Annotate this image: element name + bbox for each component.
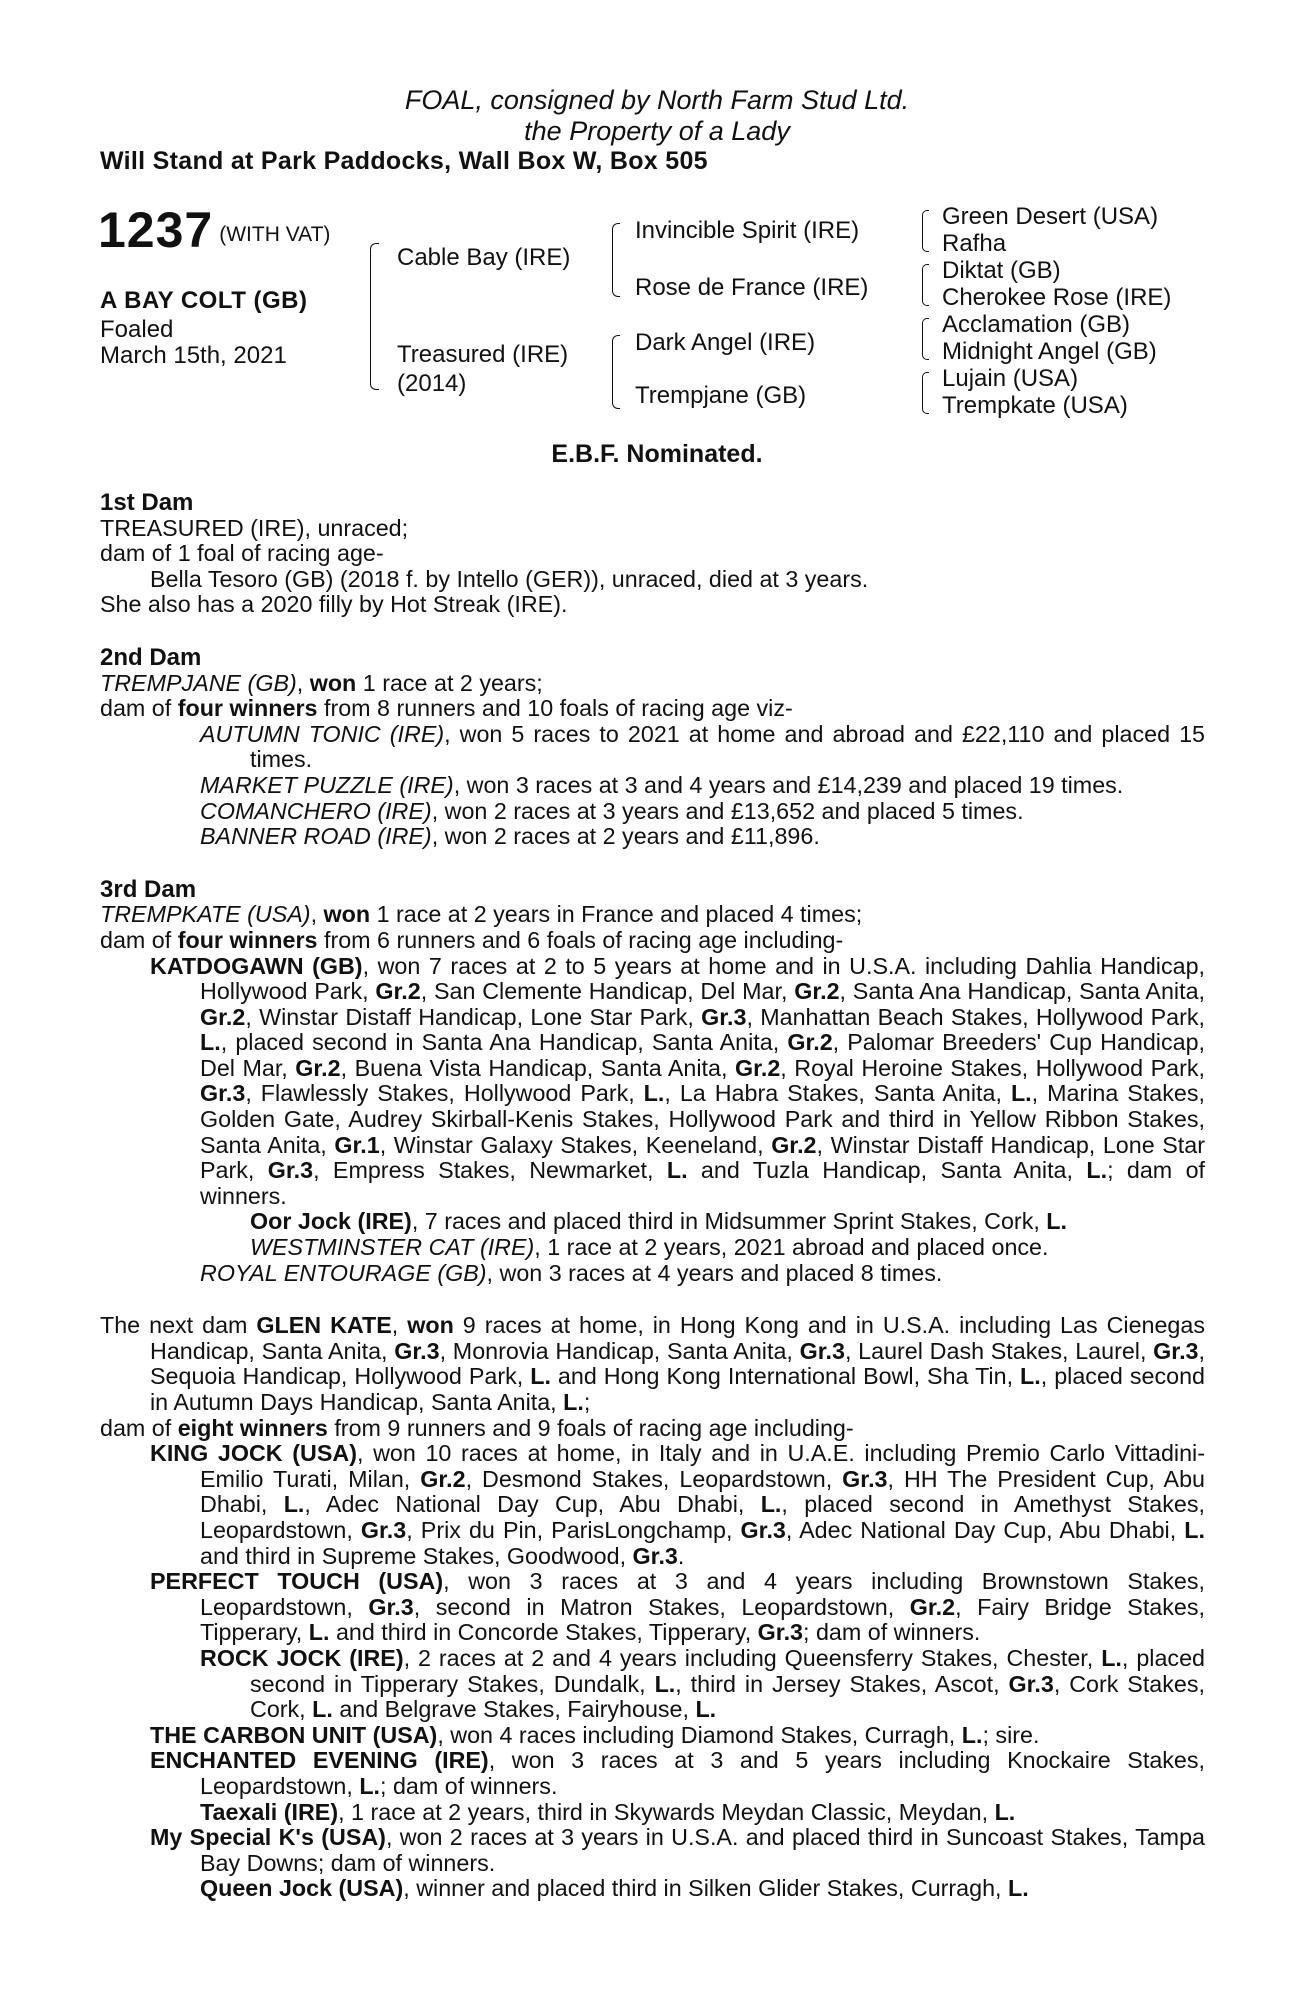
my-special-ks-entry	[100, 1825, 1205, 1876]
record-text: ;	[583, 1389, 591, 1415]
king-jock-entry	[100, 1441, 1205, 1569]
race-grade: L.	[994, 1798, 1016, 1825]
record-text: , 2 races at 2 and 4 years including Queensferry Stakes, Chester,	[403, 1644, 1102, 1671]
record-text: and third in Concorde Stakes, Tipperary,	[329, 1619, 758, 1646]
race-grade: L.	[643, 1080, 665, 1107]
summary-pre: dam of	[100, 926, 178, 953]
record-text: , Manhattan Beach Stakes, Hollywood Park,	[746, 1003, 1206, 1030]
pedigree-brace-sd	[922, 264, 929, 306]
pedigree-dsd: Midnight Angel (GB)	[942, 338, 1157, 365]
race-grade: L.	[1007, 1875, 1029, 1902]
record-text: and Tuzla Handicap, Santa Anita,	[687, 1157, 1087, 1184]
record-text: , Winstar Distaff Handicap, Lone Star Park,	[245, 1003, 702, 1030]
race-grade: L.	[961, 1721, 983, 1748]
race-grade: Gr.3	[267, 1157, 314, 1184]
record-text: and third in Supreme Stakes, Goodwood,	[200, 1542, 633, 1569]
vat-label: (WITH VAT)	[219, 223, 331, 246]
record-text: ; dam of winners.	[803, 1619, 981, 1646]
perfect-touch-entry	[100, 1569, 1205, 1646]
horse-name: BANNER ROAD (IRE)	[200, 823, 432, 850]
first-dam-produce: Bella Tesoro (GB) (2018 f. by Intello (GER)), unraced, died at 3 years.	[150, 565, 869, 592]
pedigree-brace-dam	[612, 335, 620, 409]
foaled-label: Foaled	[100, 316, 174, 343]
katdogawn-entry	[100, 954, 1205, 1210]
lot-number	[98, 202, 331, 260]
first-dam-line: TREASURED (IRE), unraced;	[100, 514, 409, 541]
horse-record: , won 3 races at 3 and 5 years including Knockaire Stakes, Leopardstown,	[200, 1747, 1206, 1799]
record-text: , Laurel Dash Stakes, Laurel,	[844, 1337, 1154, 1364]
ebf-nominated: E.B.F. Nominated.	[551, 440, 763, 468]
race-grade: Gr.2	[375, 978, 421, 1005]
record-text: , San Clemente Handicap, Del Mar,	[420, 978, 795, 1005]
summary-pre: dam of	[100, 695, 178, 722]
race-grade: Gr.2	[771, 1131, 817, 1158]
race-grade: Gr.3	[1008, 1670, 1054, 1697]
next-dam-pre: The next dam	[100, 1312, 257, 1339]
race-grade: L.	[200, 1029, 221, 1056]
summary-rest: from 9 runners and 9 foals of racing age including-	[327, 1414, 854, 1441]
horse-record: , 7 races and placed third in Midsummer Sprint Stakes, Cork,	[411, 1208, 1047, 1235]
second-dam-produce-3	[100, 799, 1205, 825]
race-grade: L.	[359, 1772, 381, 1799]
record-text: , Desmond Stakes, Leopardstown,	[465, 1465, 843, 1492]
horse-record: , won 3 races at 3 and 4 years and £14,239 and placed 19 times.	[453, 771, 1124, 798]
catalogue-body	[100, 490, 1205, 1902]
summary-bold: eight winners	[177, 1414, 328, 1441]
pedigree-ss: Invincible Spirit (IRE)	[635, 217, 860, 244]
horse-name: MARKET PUZZLE (IRE)	[200, 771, 454, 798]
record-text: , Winstar Galaxy Stakes, Keeneland,	[379, 1131, 772, 1158]
first-dam-note: She also has a 2020 filly by Hot Streak (IRE).	[100, 591, 568, 618]
horse-name: ENCHANTED EVENING (IRE)	[150, 1747, 489, 1774]
pedigree-sds: Diktat (GB)	[942, 257, 1061, 284]
pedigree-brace-ds	[922, 318, 929, 360]
pedigree-brace-sire	[612, 223, 620, 297]
record-text: , third in Jersey Stakes, Ascot,	[675, 1670, 1009, 1697]
pedigree-brace-main	[370, 243, 379, 390]
race-grade: L.	[1010, 1080, 1032, 1107]
horse-record: , 1 race at 2 years, 2021 abroad and placed once.	[534, 1234, 1049, 1261]
race-grade: Gr.2	[734, 1054, 781, 1081]
race-grade: L.	[1184, 1516, 1205, 1543]
pedigree-dds: Lujain (USA)	[942, 365, 1079, 392]
horse-record: , won 2 races at 2 years and £11,896.	[431, 823, 820, 850]
record-text: , won 3 races at 3 and 4 years including Brownstown Stakes, Leopardstown,	[200, 1568, 1206, 1620]
second-dam-produce-summary	[100, 696, 1205, 722]
record-text: , won 10 races at home, in Italy and in U.A.E. including Premio Carlo Vittadini-Emilio Turati, Milan,	[200, 1440, 1205, 1492]
pedigree-sdd: Cherokee Rose (IRE)	[942, 284, 1172, 311]
property-line: the Property of a Lady	[524, 116, 790, 146]
race-grade: Gr.1	[334, 1131, 380, 1158]
pedigree-sss: Green Desert (USA)	[942, 203, 1159, 230]
record-text: ; dam of winners.	[200, 1157, 1205, 1209]
lot-description: A BAY COLT (GB)	[100, 287, 308, 314]
horse-record: , won 2 races at 3 years in U.S.A. and placed third in Suncoast Stakes, Tampa Bay Downs; dam of winners.	[200, 1824, 1205, 1876]
race-grade: L.	[695, 1696, 717, 1723]
race-grade: L.	[283, 1491, 305, 1518]
third-dam-line: TREMPKATE (USA), won 1 race at 2 years in France and placed 4 times;	[100, 901, 863, 928]
race-grade: Gr.3	[842, 1465, 888, 1492]
race-grade: Gr.3	[701, 1003, 747, 1030]
record-text: and Belgrave Stakes, Fairyhouse,	[332, 1696, 696, 1723]
pedigree-dam-year: (2014)	[397, 370, 467, 397]
westminster-cat-entry	[100, 1235, 1205, 1261]
next-dam-name: GLEN KATE	[256, 1312, 392, 1339]
record-text: , Prix du Pin, ParisLongchamp,	[406, 1516, 741, 1543]
record-text: , placed second in Santa Ana Handicap, Santa Anita,	[220, 1029, 788, 1056]
race-grade: L.	[530, 1363, 551, 1390]
summary-bold: four winners	[177, 926, 318, 953]
race-grade: Gr.2	[200, 1003, 246, 1030]
pedigree-ds: Dark Angel (IRE)	[635, 329, 816, 356]
horse-record: , won 4 races including Diamond Stakes, Curragh,	[437, 1721, 962, 1748]
race-grade: Gr.2	[420, 1465, 466, 1492]
horse-name: COMANCHERO (IRE)	[200, 797, 432, 824]
race-grade: Gr.3	[757, 1619, 804, 1646]
record-text: .	[677, 1542, 685, 1569]
second-dam-line: TREMPJANE (GB), won 1 race at 2 years;	[100, 669, 543, 696]
record-text: , Palomar Breeders' Cup Handicap, Del Mar,	[200, 1029, 1205, 1081]
race-grade: L.	[1101, 1644, 1122, 1671]
horse-name: My Special K's (USA)	[150, 1824, 386, 1851]
record-text: and Hong Kong International Bowl, Sha Tin,	[550, 1363, 1021, 1390]
next-dam-produce-summary	[100, 1416, 1205, 1442]
record-text: , Santa Ana Handicap, Santa Anita,	[839, 978, 1206, 1005]
record-text: , Royal Heroine Stakes, Hollywood Park,	[780, 1054, 1205, 1081]
rock-jock-entry	[100, 1646, 1205, 1723]
summary-rest: from 8 runners and 10 foals of racing age viz-	[317, 695, 793, 722]
record-text: , Fairy Bridge Stakes, Tipperary,	[200, 1593, 1205, 1646]
record-text: , Adec National Day Cup, Abu Dhabi,	[304, 1491, 761, 1518]
third-dam-won: won	[323, 901, 371, 928]
foaled-date: March 15th, 2021	[100, 342, 287, 369]
record-text: , Winstar Distaff Handicap, Lone Star Park,	[200, 1131, 1205, 1184]
race-grade: L.	[666, 1157, 688, 1184]
first-dam-heading: 1st Dam	[100, 489, 194, 516]
horse-record	[200, 953, 1205, 1209]
race-grade: L.	[312, 1696, 333, 1723]
horse-name: KATDOGAWN (GB)	[150, 952, 363, 979]
stand-line: Will Stand at Park Paddocks, Wall Box W, Box 505	[100, 147, 708, 175]
race-grade: Gr.3	[368, 1593, 414, 1620]
record-text: , Cork Stakes, Cork,	[250, 1670, 1205, 1723]
horse-record: , 1 race at 2 years, third in Skywards Meydan Classic, Meydan,	[338, 1798, 995, 1825]
second-dam-record: 1 race at 2 years;	[356, 669, 543, 696]
pedigree-brace-dd	[922, 372, 929, 414]
race-grade: Gr.2	[295, 1054, 341, 1081]
pedigree-brace-ss	[922, 210, 929, 252]
horse-record: , won 5 races to 2021 at home and abroad and £22,110 and placed 15 times.	[250, 720, 1205, 773]
record-text: , Adec National Day Cup, Abu Dhabi,	[785, 1516, 1185, 1543]
horse-record: , won 2 races at 3 years and £13,652 and placed 5 times.	[431, 797, 1024, 824]
record-text: , Empress Stakes, Newmarket,	[313, 1157, 667, 1184]
record-text: , placed second in Amethyst Stakes, Leopardstown,	[200, 1491, 1205, 1543]
horse-name: THE CARBON UNIT (USA)	[150, 1721, 438, 1748]
horse-name: AUTUMN TONIC (IRE)	[200, 720, 445, 747]
race-grade: L.	[654, 1670, 676, 1697]
race-grade: Gr.2	[909, 1593, 956, 1620]
foaled-info	[100, 317, 287, 369]
next-dam-won: won	[407, 1312, 454, 1339]
pedigree-ddd: Trempkate (USA)	[942, 392, 1128, 419]
second-dam-heading: 2nd Dam	[100, 643, 202, 671]
second-dam-produce-1	[100, 722, 1205, 773]
royal-entourage-entry	[100, 1261, 1205, 1287]
consignor-line: FOAL, consigned by North Farm Stud Ltd.	[404, 85, 910, 115]
third-dam-name: TREMPKATE (USA)	[100, 901, 311, 928]
taexali-entry	[100, 1800, 1205, 1826]
race-grade: Gr.2	[787, 1029, 833, 1056]
oor-jock-entry	[100, 1209, 1205, 1235]
horse-name: PERFECT TOUCH (USA)	[150, 1568, 444, 1595]
horse-name: ROCK JOCK (IRE)	[200, 1644, 404, 1671]
horse-note: ; sire.	[982, 1721, 1040, 1748]
horse-name: ROYAL ENTOURAGE (GB)	[200, 1259, 487, 1286]
summary-rest: from 6 runners and 6 foals of racing age including-	[317, 926, 844, 953]
race-grade: L.	[1046, 1208, 1068, 1235]
race-grade: L.	[1086, 1157, 1108, 1184]
record-text: 9 races at home, in Hong Kong and in U.S.A. including Las Cienegas Handicap, Santa Anita,	[150, 1312, 1205, 1364]
record-text: , La Habra Stakes, Santa Anita,	[664, 1080, 1011, 1107]
record-text: , second in Matron Stakes, Leopardstown,	[413, 1593, 910, 1620]
pedigree-dss: Acclamation (GB)	[942, 311, 1131, 338]
next-dam-entry: The next dam GLEN KATE, won 9 races at home, in Hong Kong and in U.S.A. including Las Cienegas Handicap, Santa Anita, Gr.3, Monrovia Handicap, Santa Anita, Gr.3, Laurel Dash Stakes, Laurel, Gr.3, Sequoia Handicap, Hollywood Park, L. and Hong Kong International Bowl, Sha Tin, L., placed second in Autumn Days Handicap, Santa Anita, L.;	[100, 1312, 1205, 1415]
race-grade: Gr.3	[200, 1080, 246, 1107]
second-dam-name: TREMPJANE (GB)	[100, 669, 297, 696]
race-grade: L.	[308, 1619, 330, 1646]
first-dam-foals: dam of 1 foal of racing age-	[100, 540, 384, 567]
record-text: , Buena Vista Handicap, Santa Anita,	[340, 1054, 735, 1081]
record-text: , Marina Stakes, Golden Gate, Audrey Skirball-Kenis Stakes, Hollywood Park and third in Yellow Ribbon Stakes, Santa Anita,	[200, 1080, 1205, 1158]
second-dam-produce-2	[100, 773, 1205, 799]
race-grade: Gr.2	[794, 978, 840, 1005]
race-grade: L.	[1020, 1363, 1041, 1390]
summary-pre: dam of	[100, 1414, 178, 1441]
queen-jock-entry	[100, 1876, 1205, 1902]
race-grade: Gr.3	[1153, 1337, 1199, 1364]
carbon-unit-entry	[100, 1723, 1205, 1749]
second-dam-produce-4	[100, 824, 1205, 850]
race-grade: L.	[760, 1491, 782, 1518]
horse-name: KING JOCK (USA)	[150, 1440, 357, 1467]
record-text: , Flawlessly Stakes, Hollywood Park,	[245, 1080, 644, 1107]
horse-name: WESTMINSTER CAT (IRE)	[250, 1234, 535, 1261]
summary-bold: four winners	[177, 695, 318, 722]
third-dam-record: 1 race at 2 years in France and placed 4 times;	[370, 901, 863, 928]
horse-name: Taexali (IRE)	[200, 1798, 339, 1825]
horse-name: Oor Jock (IRE)	[250, 1208, 412, 1235]
race-grade: Gr.3	[360, 1516, 407, 1543]
third-dam-produce-summary	[100, 928, 1205, 954]
race-grade: Gr.3	[632, 1542, 678, 1569]
horse-note: ; dam of winners.	[380, 1772, 558, 1799]
record-text: , HH The President Cup, Abu Dhabi,	[200, 1465, 1206, 1518]
horse-record: , winner and placed third in Silken Glider Stakes, Curragh,	[403, 1875, 1008, 1902]
record-text: , Monrovia Handicap, Santa Anita,	[439, 1337, 800, 1364]
third-dam-heading: 3rd Dam	[100, 875, 197, 903]
record-text: , placed second in Autumn Days Handicap, Santa Anita,	[150, 1363, 1205, 1415]
lot-number-value: 1237	[98, 202, 214, 258]
second-dam-won: won	[309, 669, 357, 696]
pedigree-ssd: Rafha	[942, 230, 1007, 257]
enchanted-evening-entry	[100, 1748, 1205, 1799]
horse-record: , won 3 races at 4 years and placed 8 times.	[486, 1259, 943, 1286]
pedigree-dam: Treasured (IRE)	[397, 341, 569, 368]
record-text: , Sequoia Handicap, Hollywood Park,	[150, 1337, 1205, 1390]
race-grade: Gr.3	[740, 1516, 786, 1543]
horse-name: Queen Jock (USA)	[200, 1875, 404, 1902]
race-grade: L.	[563, 1389, 584, 1415]
pedigree-sire: Cable Bay (IRE)	[397, 244, 571, 271]
race-grade: Gr.3	[799, 1337, 845, 1364]
pedigree-dd: Trempjane (GB)	[635, 382, 807, 409]
race-grade: Gr.3	[394, 1337, 440, 1364]
record-text: , placed second in Tipperary Stakes, Dundalk,	[250, 1644, 1205, 1697]
record-text: , won 7 races at 2 to 5 years at home and in U.S.A. including Dahlia Handicap, Hollywood Park,	[200, 952, 1205, 1005]
pedigree-sd: Rose de France (IRE)	[635, 274, 869, 301]
